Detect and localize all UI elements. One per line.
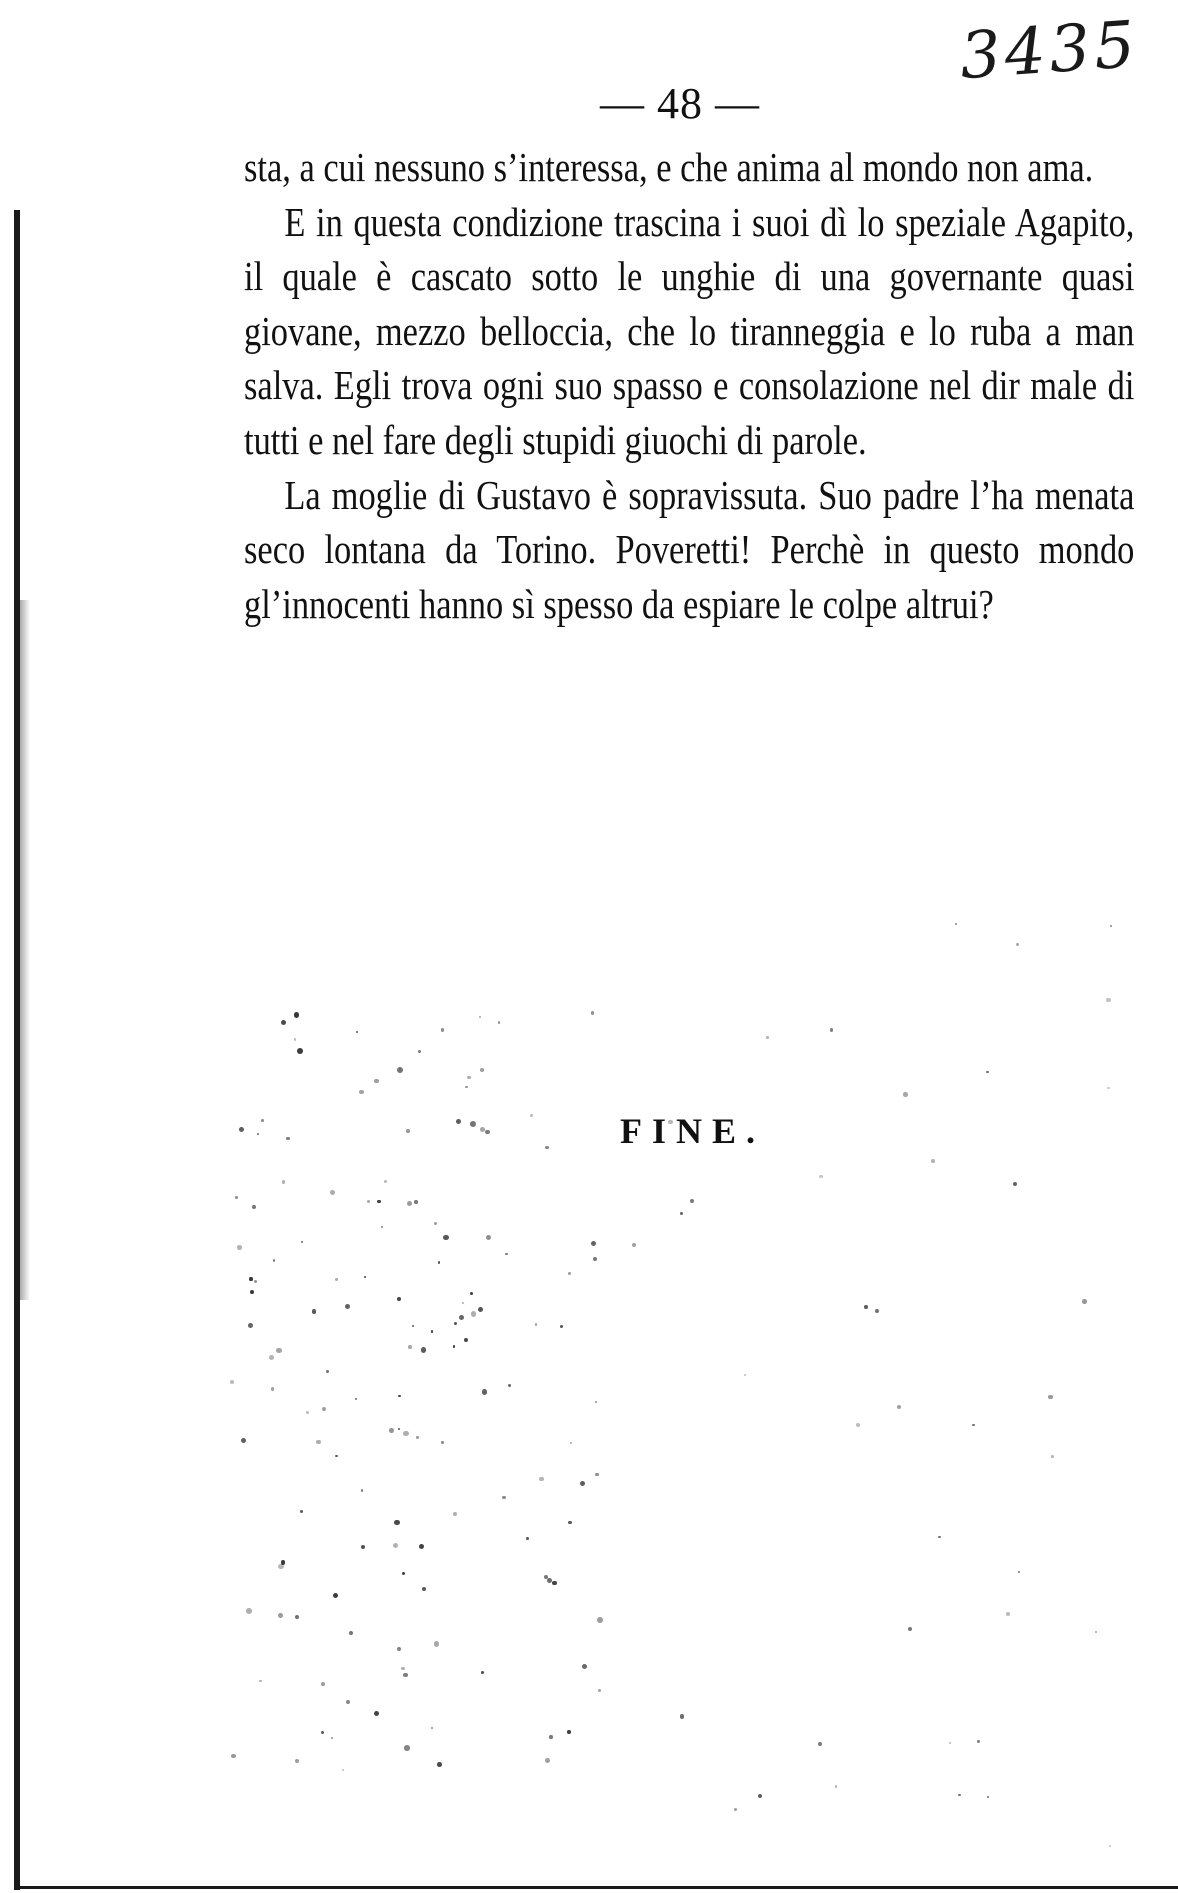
speck <box>394 1520 400 1526</box>
speck <box>401 1667 405 1671</box>
speck <box>453 1345 455 1347</box>
speck <box>259 1680 261 1682</box>
speck <box>508 1384 511 1387</box>
speck <box>389 1428 394 1433</box>
speck <box>361 1489 363 1491</box>
speck <box>235 1196 237 1198</box>
speck <box>1048 1395 1052 1399</box>
speck <box>552 1581 556 1585</box>
speck <box>459 1315 464 1320</box>
speck <box>231 1754 235 1758</box>
speck <box>301 1241 303 1243</box>
speck <box>441 1028 444 1031</box>
speck <box>549 1735 553 1739</box>
speck <box>875 1309 879 1313</box>
speck <box>282 1180 286 1184</box>
speck <box>237 1245 241 1249</box>
speck <box>938 1536 941 1539</box>
body-text <box>244 140 1135 631</box>
speck <box>481 1671 484 1674</box>
speck <box>355 1398 357 1400</box>
speck <box>597 1617 603 1623</box>
speck <box>582 1664 587 1669</box>
speck <box>456 1119 461 1124</box>
speck <box>486 1235 491 1240</box>
speck <box>398 1395 400 1397</box>
speck <box>322 1407 326 1411</box>
speck <box>250 1290 254 1294</box>
speck <box>480 1127 485 1132</box>
end-label: FINE. <box>620 1111 766 1151</box>
speck <box>333 1593 338 1598</box>
speck <box>278 1613 284 1619</box>
speck <box>406 1129 410 1133</box>
speck <box>364 1276 366 1278</box>
speck <box>734 1808 737 1811</box>
speck <box>434 1222 437 1225</box>
speck <box>377 1200 380 1203</box>
speck <box>595 1473 598 1476</box>
speck <box>367 1200 370 1203</box>
speck <box>535 1323 537 1325</box>
speck <box>397 1297 401 1301</box>
speck <box>346 1700 350 1704</box>
speck <box>437 1762 442 1767</box>
speck <box>431 1727 433 1729</box>
speck <box>374 1079 378 1083</box>
speck <box>230 1380 234 1384</box>
speck <box>478 1307 483 1312</box>
speck <box>414 1200 418 1204</box>
paragraph: E in questa condizione trascina i suoi dì lo speziale Agapito, il quale è cascato sotto le unghie di una governante quasi giovane, mezzo belloccia, che lo tiranneggia e lo ruba a man salva. Egli trova ogni suo spasso e consolazione nel dir male di tutti e nel fare degli stupidi giuochi di parole. <box>244 198 1135 463</box>
page-edge-shade <box>20 600 30 1300</box>
page-bottom-edge <box>14 1886 1178 1889</box>
speck <box>402 1572 405 1575</box>
speck <box>1013 1182 1017 1186</box>
speck <box>248 1323 253 1328</box>
speck <box>1110 925 1112 927</box>
speck <box>526 1537 529 1540</box>
speck <box>1106 998 1110 1002</box>
speck <box>632 1243 636 1247</box>
speck <box>252 1205 256 1209</box>
speck <box>345 1304 351 1310</box>
speck <box>295 1759 299 1763</box>
page-number: — 48 — <box>600 79 760 128</box>
speck <box>349 1631 353 1635</box>
speck <box>498 1021 501 1024</box>
speck <box>903 1092 908 1097</box>
speck <box>381 1226 383 1228</box>
speck <box>591 1241 597 1247</box>
speck <box>306 1411 309 1414</box>
speck <box>297 1048 303 1054</box>
speck <box>261 1119 264 1122</box>
speck <box>530 1114 533 1117</box>
speck <box>393 1543 398 1548</box>
speck <box>239 1127 244 1132</box>
speck <box>545 1146 548 1149</box>
speck <box>407 1201 412 1206</box>
speck <box>568 1272 571 1275</box>
speck <box>1018 1571 1020 1573</box>
speck <box>321 1731 324 1734</box>
speck <box>758 1794 762 1798</box>
speck <box>1082 1299 1086 1303</box>
speck <box>374 1711 379 1716</box>
speck <box>568 1521 571 1524</box>
speck <box>361 1545 365 1549</box>
speck <box>359 1090 364 1095</box>
speck <box>412 1325 414 1327</box>
speck <box>443 1235 448 1240</box>
speck <box>819 1175 823 1179</box>
speck <box>342 1769 344 1771</box>
speck <box>286 1137 289 1140</box>
speck <box>269 1355 274 1360</box>
speck <box>766 1036 768 1038</box>
speck <box>331 1737 333 1739</box>
speck <box>744 1374 746 1376</box>
speck <box>419 1544 424 1549</box>
speck <box>276 1348 282 1354</box>
speck <box>438 1261 441 1264</box>
speck <box>471 1311 476 1316</box>
speck <box>864 1305 867 1308</box>
speck <box>330 1190 335 1195</box>
speck <box>326 1370 328 1372</box>
speck <box>598 1689 601 1692</box>
speck <box>547 1578 552 1583</box>
speck <box>416 1436 418 1438</box>
speck <box>986 1071 988 1073</box>
speck <box>539 1477 543 1481</box>
speck <box>254 1280 257 1283</box>
speck <box>398 1428 400 1430</box>
speck <box>295 1615 299 1619</box>
speck <box>271 1387 275 1391</box>
speck <box>570 1442 572 1444</box>
speck <box>680 1212 683 1215</box>
speck <box>335 1278 338 1281</box>
speck <box>465 1086 467 1088</box>
speck <box>567 1730 571 1734</box>
speck <box>434 1641 439 1646</box>
speck <box>668 1120 672 1124</box>
speck <box>397 1647 401 1651</box>
speck <box>441 1441 443 1443</box>
speck <box>356 1031 358 1033</box>
speck <box>470 1121 476 1127</box>
speck <box>480 1068 484 1072</box>
speck <box>977 1740 980 1743</box>
speck <box>505 1253 507 1255</box>
speck <box>321 1682 325 1686</box>
speck <box>1006 1612 1010 1616</box>
speck <box>479 1016 481 1018</box>
speck <box>294 1038 296 1040</box>
speck <box>591 1011 594 1014</box>
speck <box>856 1423 860 1427</box>
speck <box>987 1796 989 1798</box>
speck <box>464 1338 468 1342</box>
paragraph: sta, a cui nessuno s’interessa, e che anima al mondo non ama. <box>244 144 1094 190</box>
speck <box>1095 1631 1097 1633</box>
speck <box>335 1455 338 1458</box>
speck <box>580 1481 585 1486</box>
speck <box>595 1401 597 1403</box>
speck <box>316 1440 320 1444</box>
speck <box>294 1012 299 1017</box>
speck <box>818 1742 822 1746</box>
speck <box>502 1496 505 1499</box>
speck <box>312 1309 317 1314</box>
speck <box>680 1714 684 1718</box>
speck <box>246 1608 252 1614</box>
speck <box>281 1560 285 1564</box>
speck <box>422 1587 426 1591</box>
speck <box>908 1627 913 1632</box>
speck <box>273 1259 275 1261</box>
speck <box>955 923 958 926</box>
speck <box>462 1302 464 1304</box>
speck <box>431 1330 433 1332</box>
speck <box>281 1020 286 1025</box>
speck <box>454 1322 457 1325</box>
speck <box>958 1794 961 1797</box>
speck <box>241 1438 246 1443</box>
speck <box>560 1325 564 1329</box>
speck <box>972 1424 974 1426</box>
speck <box>418 1050 421 1053</box>
speck <box>403 1431 409 1437</box>
speck <box>897 1405 901 1409</box>
speck <box>257 1133 259 1135</box>
handwritten-archive-mark: 3435 <box>957 7 1142 95</box>
speck <box>690 1199 694 1203</box>
speck <box>397 1067 403 1073</box>
speck <box>482 1389 488 1395</box>
speck <box>421 1347 427 1353</box>
speck <box>931 1159 934 1162</box>
speck <box>249 1277 252 1280</box>
speck <box>470 1292 473 1295</box>
speck <box>467 1076 471 1080</box>
speck <box>830 1028 834 1032</box>
speck <box>1016 943 1019 946</box>
speck <box>453 1512 457 1516</box>
speck <box>408 1345 412 1349</box>
speck <box>485 1130 489 1134</box>
speck <box>384 1180 388 1184</box>
speck <box>300 1510 303 1513</box>
speck <box>949 1742 952 1745</box>
speck <box>404 1745 410 1751</box>
speck <box>1109 1845 1112 1848</box>
speck <box>1107 1087 1109 1089</box>
speck <box>835 1785 838 1788</box>
speck <box>545 1758 550 1763</box>
paragraph: La moglie di Gustavo è sopravissuta. Suo padre l’ha menata seco lontana da Torino. Poveretti! Perchè in questo mondo gl’innocenti hanno sì spesso da espiare le colpe altrui? <box>244 471 1135 627</box>
speck <box>593 1257 597 1261</box>
speck <box>1051 1455 1054 1458</box>
speck <box>403 1673 407 1677</box>
